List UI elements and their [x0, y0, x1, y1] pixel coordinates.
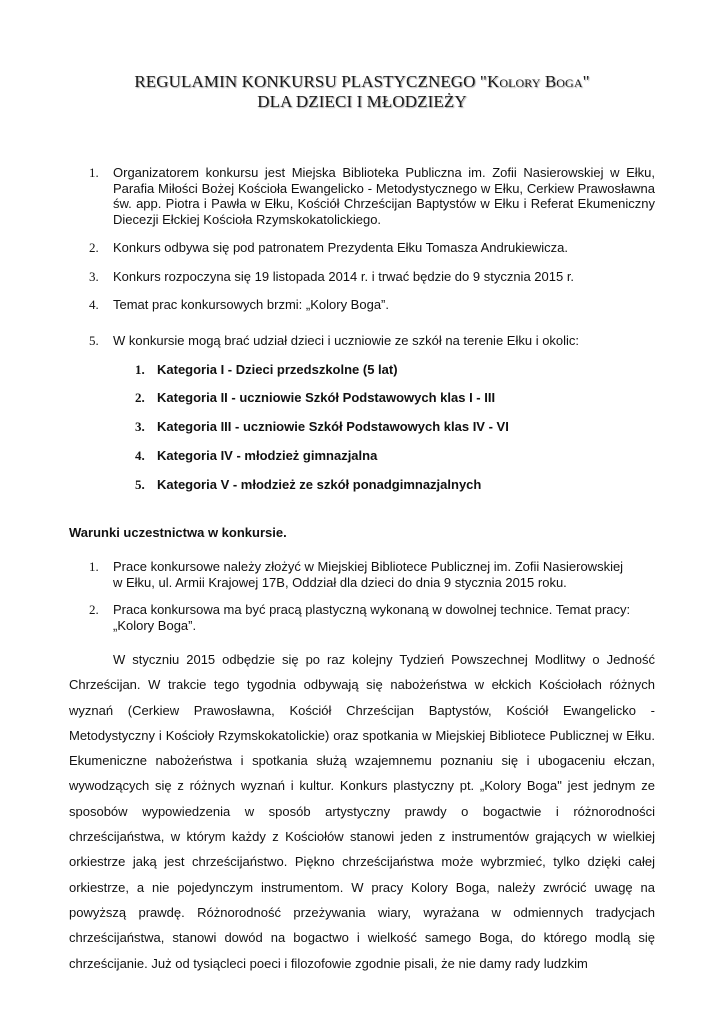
condition-number: 2.	[89, 602, 99, 617]
condition-number: 1.	[89, 559, 99, 574]
body-paragraph: W styczniu 2015 odbędzie się po raz kolejny Tydzień Powszechnej Modlitwy o Jedność Chrześcijan. W trakcie tego tygodnia odbywają się nabożeństwa w ełckich Kościołach różnych wyznań (Cerkiew Prawosławna, Kościół Chrześcijan Baptystów, Kościół Ewangelicko - Metodystyczny i Kościoły Rzymskokatolickie) oraz spotkania w Miejskiej Bibliotece Publicznej w Ełku. Ekumeniczne nabożeństwa i spotkania służą wzajemnemu poznaniu się i ubogaceniu ełczan, wywodzących się z różnych wyznań i kultur. Konkurs plastyczny pt. „Kolory Boga" jest jednym ze sposobów wypowiedzenia w sposób artystyczny prawdy o bogactwie i różnorodności chrześcijaństwa, w którym każdy z Kościołów stanowi jeden z instrumentów grających w wielkiej orkiestrze jaką jest chrześcijaństwo. Piękno chrześcijaństwa może wybrzmieć, tylko dzięki całej orkiestrze, a nie pojedynczym instrumentom. W pracy Kolory Boga, należy zwrócić uwagę na powyższą prawdę. Różnorodność przeżywania wiary, wyrażana w odmiennych tradycjach chrześcijaństwa, stanowi dowód na bogactwo i wielkość samego Boga, do którego modlą się chrześcijanie. Już od tysiącleci poeci i filozofowie zgodnie pisali, że nie damy rady ludzkim	[69, 652, 655, 971]
category-item: Kategoria III - uczniowie Szkół Podstawowych klas IV - VI	[157, 419, 509, 434]
category-item: Kategoria I - Dzieci przedszkolne (5 lat)	[157, 362, 398, 377]
section-heading: Warunki uczestnictwa w konkursie.	[69, 525, 287, 540]
category-item: Kategoria IV - młodzież gimnazjalna	[157, 448, 378, 463]
category-number: 1.	[135, 362, 145, 377]
category-number: 3.	[135, 419, 145, 434]
rule-number: 4.	[89, 297, 99, 312]
condition-line: „Kolory Boga”.	[113, 617, 197, 633]
condition-line: w Ełku, ul. Armii Krajowej 17B, Oddział dla dzieci do dnia 9 stycznia 2015 roku.	[113, 574, 567, 590]
condition-text	[113, 602, 655, 633]
title-small-caps: Kolory Boga	[486, 72, 583, 91]
rule-text: Konkurs odbywa się pod patronatem Prezydenta Ełku Tomasza Andrukiewicza.	[113, 240, 569, 255]
title-line-2: DLA DZIECI I MŁODZIEŻY	[257, 92, 467, 111]
rule-text: Organizatorem konkursu jest Miejska Biblioteka Publiczna im. Zofii Nasierowskiej w Ełku, Parafia Miłości Bożej Kościoła Ewangelicko - Metodystycznego w Ełku, Cerkiew Prawosławna św. app. Piotra i Pawła w Ełku, Kościół Chrześcijan Baptystów w Ełku i Referat Ekumeniczny Diecezji Ełckiej Kościoła Rzymskokatolickiego.	[113, 165, 655, 227]
condition-line: Praca konkursowa ma być pracą plastyczną wykonaną w dowolnej technice. Temat pracy:	[113, 602, 631, 617]
category-item: Kategoria V - młodzież ze szkół ponadgimnazjalnych	[157, 477, 482, 492]
condition-line: Prace konkursowe należy złożyć w Miejskiej Bibliotece Publicznej im. Zofii Nasierowskiej	[113, 559, 624, 574]
category-item: Kategoria II - uczniowie Szkół Podstawowych klas I - III	[157, 390, 496, 405]
category-number: 2.	[135, 390, 145, 405]
category-number: 5.	[135, 477, 145, 492]
category-number: 4.	[135, 448, 145, 463]
condition-text	[113, 559, 655, 590]
rule-text: W konkursie mogą brać udział dzieci i uczniowie ze szkół na terenie Ełku i okolic:	[113, 333, 580, 348]
rule-number: 3.	[89, 269, 99, 284]
title-line-1: REGULAMIN KONKURSU PLASTYCZNEGO "Kolory Boga"	[134, 72, 590, 91]
rule-number: 2.	[89, 240, 99, 255]
rule-text: Konkurs rozpoczyna się 19 listopada 2014 r. i trwać będzie do 9 stycznia 2015 r.	[113, 269, 575, 284]
rule-text: Temat prac konkursowych brzmi: „Kolory Boga”.	[113, 297, 389, 312]
rule-number: 5.	[89, 333, 99, 348]
rule-number: 1.	[89, 165, 99, 180]
